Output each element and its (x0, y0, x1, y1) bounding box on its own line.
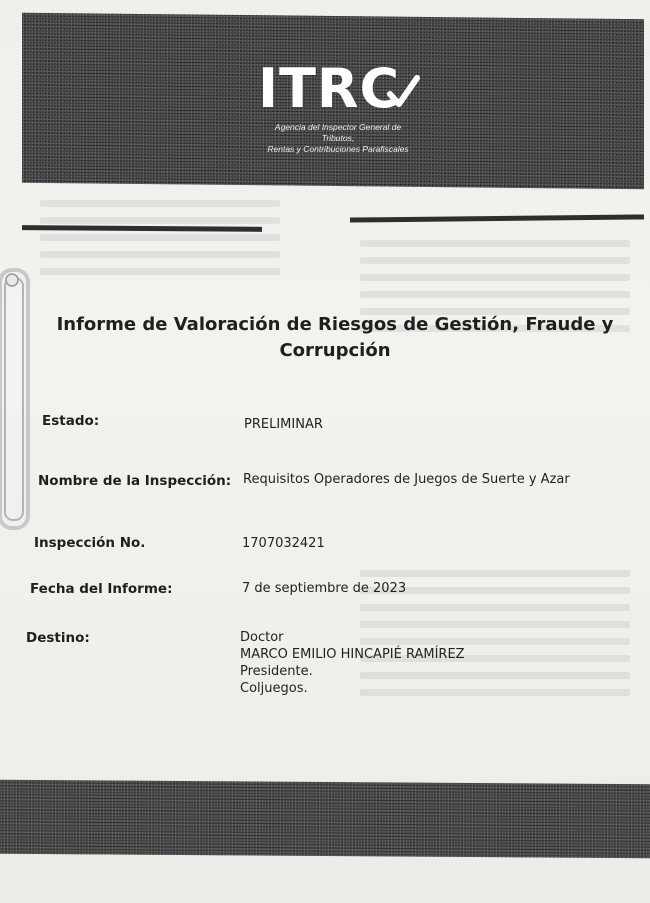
agency-line-2: Rentas y Contribuciones Parafiscales (267, 144, 409, 154)
checkmark-icon (384, 68, 420, 118)
destino-block (240, 629, 465, 697)
agency-line-1: Agencia del Inspector General de Tributos, (274, 122, 402, 143)
destino-line-1: Doctor (240, 630, 284, 645)
estado-value: PRELIMINAR (244, 417, 323, 432)
destino-label: Destino: (26, 630, 90, 646)
divider-left (22, 225, 262, 232)
bleed-through-left (40, 190, 280, 285)
report-title: Informe de Valoración de Riesgos de Gestión, Fraude y Corrupción (56, 314, 614, 361)
itrc-logo (258, 57, 418, 154)
estado-label: Estado: (42, 413, 100, 429)
destino-line-3: Presidente. (240, 664, 313, 679)
footer-band (0, 780, 650, 859)
binder-clip-icon (0, 268, 32, 530)
logo-wordmark: ITRC (258, 57, 401, 120)
destino-line-4: Coljuegos. (240, 681, 308, 696)
divider-right (350, 214, 644, 222)
fecha-value: 7 de septiembre de 2023 (242, 581, 407, 596)
numero-label: Inspección No. (34, 535, 146, 551)
destino-line-2: MARCO EMILIO HINCAPIÉ RAMÍREZ (240, 647, 465, 662)
nombre-label: Nombre de la Inspección: (38, 473, 232, 489)
agency-name (258, 122, 418, 155)
fecha-label: Fecha del Informe: (30, 581, 173, 597)
numero-value: 1707032421 (242, 536, 325, 551)
nombre-value: Requisitos Operadores de Juegos de Suerte y Azar (243, 472, 570, 487)
